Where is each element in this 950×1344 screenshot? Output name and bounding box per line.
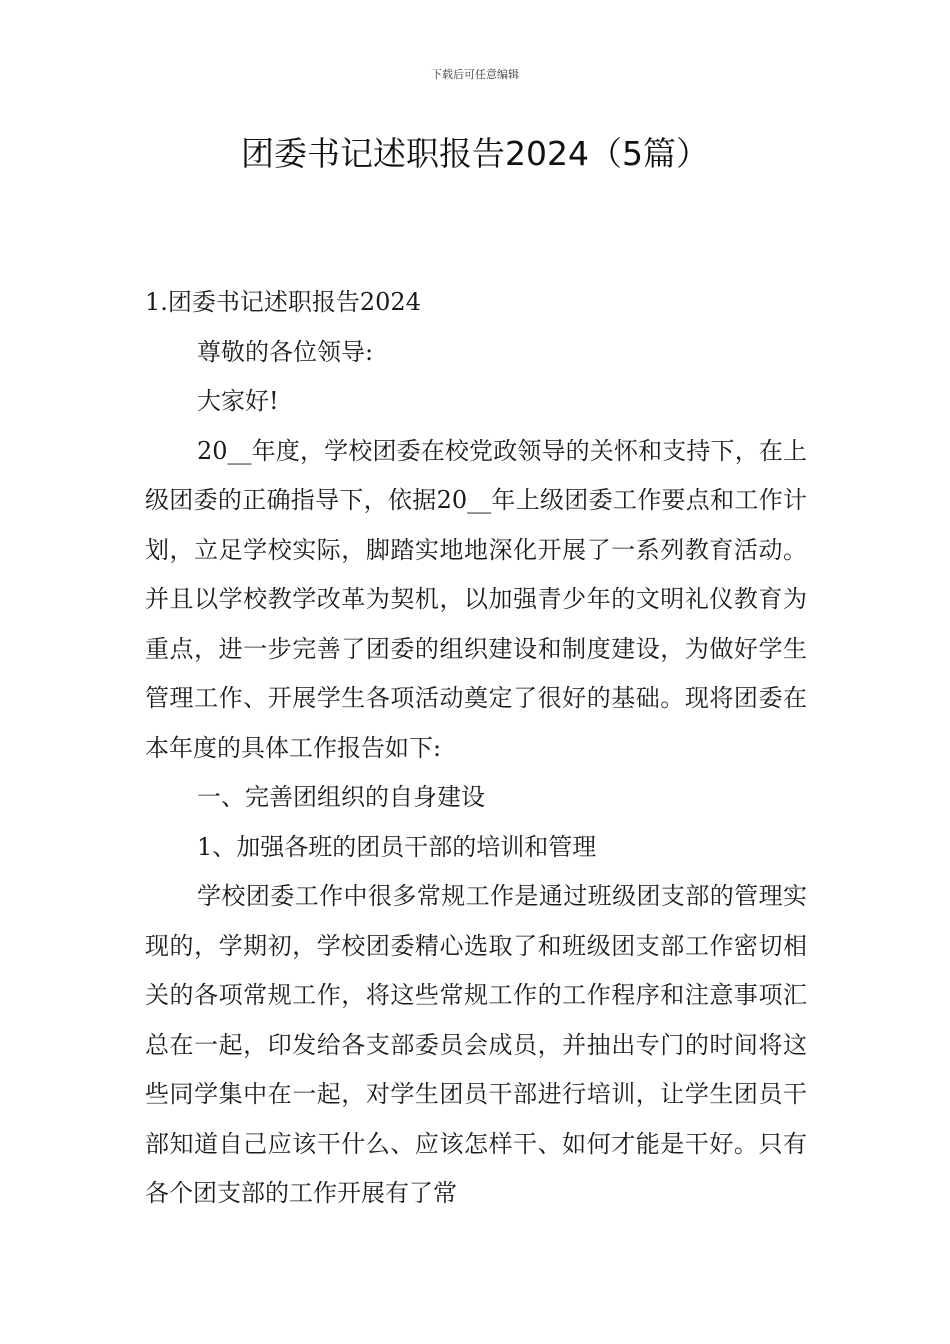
body-paragraph: 20__年度，学校团委在校党政领导的关怀和支持下，在上级团委的正确指导下，依据20__年上级团委工作要点和工作计划，立足学校实际，脚踏实地地深化开展了一系列教育活动。并且以学校教学改革为契机，以加强青少年的文明礼仪教育为重点，进一步完善了团委的组织建设和制度建设，为做好学生管理工作、开展学生各项活动奠定了很好的基础。现将团委在本年度的具体工作报告如下: — [145, 436, 807, 762]
salutation: 尊敬的各位领导: — [197, 337, 374, 366]
header-note: 下载后可任意编辑 — [431, 68, 519, 81]
section-heading: 1.团委书记述职报告2024 — [145, 288, 421, 316]
body-paragraph: 学校团委工作中很多常规工作是通过班级团支部的管理实现的，学期初，学校团委精心选取了和班级团支部工作密切相关的各项常规工作，将这些常规工作的工作程序和注意事项汇总在一起，印发给各支部委员会成员，并抽出专门的时间将这些同学集中在一起，对学生团员干部进行培训，让学生团员干部知道自己应该干什么、应该怎样干、如何才能是干好。只有各个团支部的工作开展有了常 — [145, 882, 807, 1207]
document-body — [145, 278, 807, 1219]
greeting: 大家好! — [197, 387, 279, 415]
subheading: 一、完善团组织的自身建设 — [197, 783, 485, 811]
document-title: 团委书记述职报告2024（5篇） — [241, 134, 709, 173]
subheading: 1、加强各班的团员干部的培训和管理 — [197, 832, 597, 861]
